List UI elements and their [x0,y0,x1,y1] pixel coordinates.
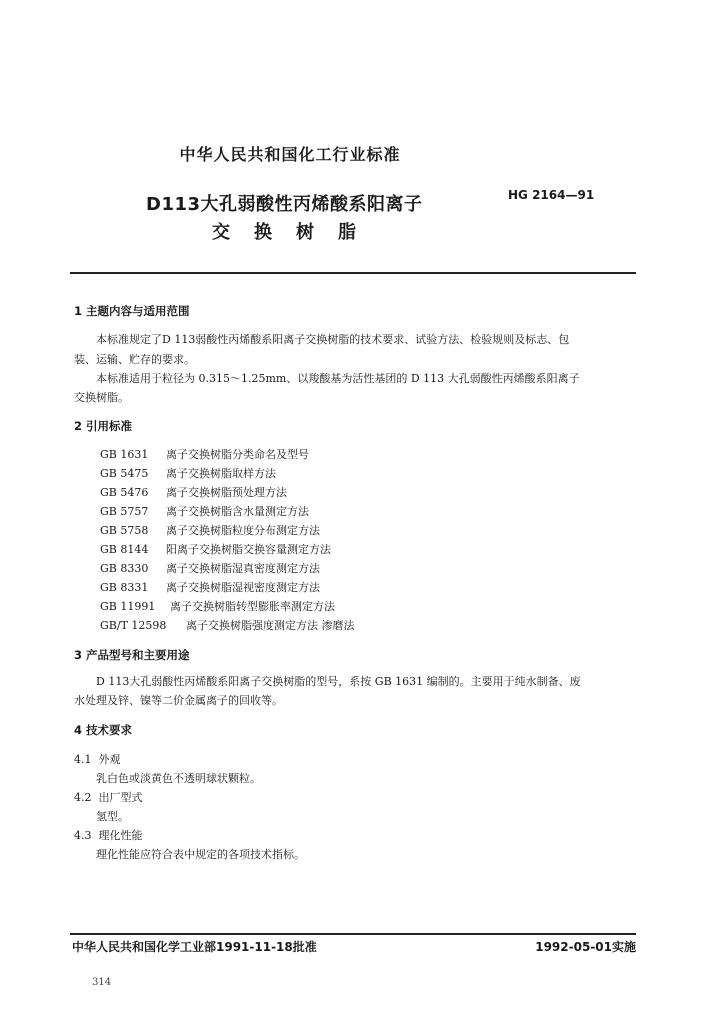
reference-item [100,598,335,614]
reference-code: GB 11991 [100,600,156,613]
section-2-heading: 2 引用标准 [74,419,133,433]
reference-code: GB 1631 [100,448,149,461]
document-title-line2: 交换树脂 [212,222,380,243]
clause-4-1-text: 乳白色或淡黄色不透明球状颗粒。 [96,772,261,785]
reference-code: GB 8331 [100,581,149,594]
document-title-line1: D113大孔弱酸性丙烯酸系阳离子 [146,194,423,215]
section-1-paragraph-1-line-2: 装、运输、贮存的要求。 [74,353,195,366]
reference-code: GB 5758 [100,524,149,537]
reference-item [100,503,309,519]
reference-item [100,522,320,538]
reference-code: GB 8144 [100,543,149,556]
standard-code: HG 2164—91 [508,188,595,202]
reference-code: GB 5476 [100,486,149,499]
clause-4-2-heading [74,789,143,805]
section-3-paragraph-line-1: D 113大孔弱酸性丙烯酸系阳离子交换树脂的型号，系按 GB 1631 编制的。主要用于纯水制备、废 [96,675,581,688]
reference-title: 离子交换树脂转型膨胀率测定方法 [170,600,335,613]
reference-item [100,465,276,481]
section-1-paragraph-2-line-1: 本标准适用于粒径为 0.315～1.25mm、以羧酸基为活性基团的 D 113 大孔弱酸性丙烯酸系阳离子 [96,372,580,385]
section-1-paragraph-1-line-1: 本标准规定了D 113弱酸性丙烯酸系阳离子交换树脂的技术要求、试验方法、检验规则及标志、包 [96,333,570,346]
reference-title: 离子交换树脂取样方法 [166,467,276,480]
clause-4-3-text: 理化性能应符合表中规定的各项技术指标。 [96,848,305,861]
clause-4-3-heading [74,827,143,843]
footer-divider [70,933,636,935]
section-3-heading: 3 产品型号和主要用途 [74,648,190,662]
reference-title: 阳离子交换树脂交换容量测定方法 [166,543,331,556]
clause-title: 外观 [98,753,121,766]
clause-title: 出厂型式 [98,791,143,804]
reference-title: 离子交换树脂分类命名及型号 [166,448,309,461]
effective-date: 1992-05-01实施 [535,940,636,954]
clause-4-1-heading [74,751,121,767]
reference-title: 离子交换树脂含水量测定方法 [166,505,309,518]
reference-code: GB/T 12598 [100,619,167,632]
reference-code: GB 8330 [100,562,149,575]
issuing-organization: 中华人民共和国化工行业标准 [179,145,401,164]
clause-title: 理化性能 [98,829,143,842]
approval-statement: 中华人民共和国化学工业部1991-11-18批准 [72,940,317,954]
section-1-paragraph-2-line-2: 交换树脂。 [74,391,129,404]
reference-item [100,541,331,557]
reference-title: 离子交换树脂湿真密度测定方法 [166,562,320,575]
reference-item [100,446,309,462]
section-4-heading: 4 技术要求 [74,723,133,737]
header-divider [70,272,636,274]
reference-code: GB 5475 [100,467,149,480]
reference-item [100,484,287,500]
clause-number: 4.3 [74,829,92,842]
reference-title: 离子交换树脂强度测定方法 渗磨法 [186,619,355,632]
reference-title: 离子交换树脂预处理方法 [166,486,287,499]
section-3-paragraph-line-2: 水处理及锌、镍等二价金属离子的回收等。 [74,694,283,707]
reference-item [100,560,320,576]
reference-item [100,579,320,595]
reference-code: GB 5757 [100,505,149,518]
page-number: 314 [92,977,112,988]
clause-number: 4.2 [74,791,92,804]
section-1-heading: 1 主题内容与适用范围 [74,304,190,318]
clause-4-2-text: 氢型。 [96,810,129,823]
reference-item [100,617,355,633]
reference-title: 离子交换树脂粒度分布测定方法 [166,524,320,537]
clause-number: 4.1 [74,753,92,766]
reference-title: 离子交换树脂湿视密度测定方法 [166,581,320,594]
